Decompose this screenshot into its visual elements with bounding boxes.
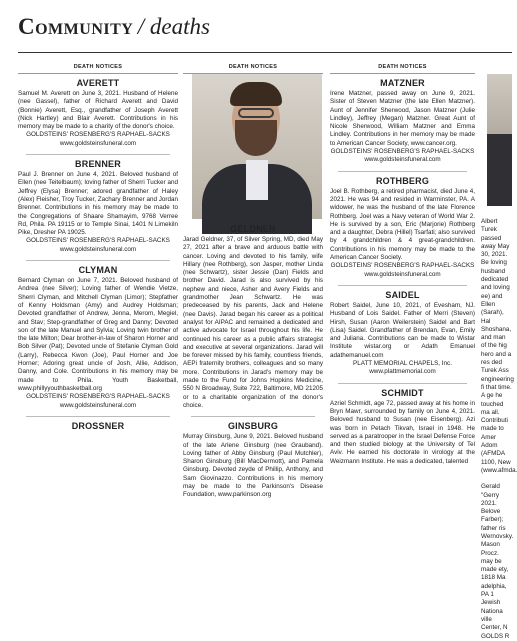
portrait-photo-geldner bbox=[192, 74, 322, 219]
obit-text-saidel: Robert Saidel, June 10, 2021, of Evesham, NJ. Husband of Lois Saidel. Father of Merri (Steven) Hirsh, Susan (Aaron Weilerstein) Saidel and Bart (Lisa) Saidel. Grandfather of Brendan, Evan, Emily and Juliana. Contributions can be made to Wistar Institute wistar.org or Adath Emanuel adathemanuel.com bbox=[330, 301, 475, 359]
section-subtitle: / deaths bbox=[137, 14, 210, 39]
funeral-home: GOLDSTEINS' ROSENBERG'S RAPHAEL-SACKS bbox=[330, 148, 475, 156]
divider bbox=[338, 171, 467, 172]
death-notices-label: DEATH NOTICES bbox=[330, 62, 475, 74]
obit-text-geldner: Jarad Geldner, 37, of Silver Spring, MD, died May 27, 2021 after a brave and arduous battle with cancer. Loving and devoted to his family, wife Hillary (nee Rothberg), son Jasper, mother Linda (nee Schwartz), sister Jessie (Dan) Fields and brother David. Jarad is also survived by his nephew and niece, Asher and Avery Fields and grandmother Jean Schwartz. He was predeceased by his parents, Jack and Helene (nee Davis). Jarad began his career as a political analyst for AIPAC and remained a dedicated and active advocate for Israel throughout his life. He continued his career as a public affairs strategist and executive at several organizations. Jarad will be forever missed by his family, countless friends, AEPi fraternity brothers, colleagues and so many more. Contributions in Jarad's memory may be made to the Fund for Johns Hopkins Medicine, 550 N Broadway, Suite 722, Baltimore, MD 21205 or to a charitable organization of the donor's choice. bbox=[183, 236, 323, 409]
funeral-home: GOLDSTEINS' ROSENBERG'S RAPHAEL-SACKS bbox=[330, 262, 475, 270]
obit-text-brenner: Paul J. Brenner on June 4, 2021. Beloved husband of Ellen (nee Teitelbaum); loving father of Sherri Tucker and Jeffrey (Elysa) Brenner; adored grandfather of Haley (Alex) Fleisher, Troy Tucker, Zachary Brenner and Jordan Brenner. Contributions in his memory may be made to the Congregations of Shaare Shamayim, 9768 Verree Rd, Phila. PA 19115 or to Temple Sinai, 1401 N Limekiln Pike, Dresher PA 19025. bbox=[18, 171, 178, 237]
section-title: Community bbox=[18, 14, 134, 39]
obit-name-ginsburg: GINSBURG bbox=[227, 421, 279, 432]
obit-text-matzner: Irene Matzner, passed away on June 9, 2021. Sister of Steven Matzner (the late Ellen Matzner). Aunt of Jennifer Sherwood, Jason Matzner (Julie Lindley), Jeffrey (Megan) Matzner. Great Aunt of Nicole Sherwood, William Matzner and Emma Lindley. Contributions in her memory may be made to American Cancer Society, www.cancer.org. bbox=[330, 90, 475, 147]
funeral-web[interactable]: www.goldsteinsfuneral.com bbox=[59, 245, 137, 253]
column-4 bbox=[481, 218, 517, 640]
photo-beard bbox=[235, 120, 277, 156]
obit-name-matzner: MATZNER bbox=[380, 78, 425, 88]
obit-text-schmidt: Azriel Schmidt, age 72, passed away at his home in Bryn Mawr, surrounded by family on June 4, 2021. Beloved husband to Susan (nee Eisenberg). Azi was born in Petach Tikvah, Israel in 1948. He served as a paratrooper in the Israel Defense Force and then studied biology at the University of Tel Aviv. He earned his doctorate in virology at the Weizmann Institute. He was a dedicated, talented bbox=[330, 399, 475, 465]
divider bbox=[338, 285, 467, 286]
obit-name-drossner: DROSSNER bbox=[71, 420, 125, 431]
obit-name-rothberg: ROTHBERG bbox=[375, 175, 430, 186]
header-rule bbox=[18, 52, 512, 53]
divider bbox=[338, 383, 467, 384]
obit-text-partial-2: Gerald "Gerry 2021. Belove Farber); father ris Wernovsky. Mason Procz. may be made ety, 1818 Ma adelphia, PA 1 Jewish Nationa ville Center, N GOLDS R bbox=[481, 483, 514, 640]
obit-name-saidel: SAIDEL bbox=[385, 289, 420, 300]
obit-name-averett: AVERETT bbox=[76, 78, 120, 88]
funeral-home: GOLDSTEINS' ROSENBERG'S RAPHAEL-SACKS bbox=[26, 237, 170, 245]
column-3 bbox=[330, 62, 475, 512]
funeral-home: GOLDSTEINS' ROSENBERG'S RAPHAEL-SACKS bbox=[26, 393, 170, 401]
funeral-web[interactable]: www.goldsteinsfuneral.com bbox=[364, 156, 441, 164]
photo-glasses bbox=[238, 108, 274, 118]
divider bbox=[26, 260, 170, 261]
obit-name-schmidt: SCHMIDT bbox=[381, 387, 424, 398]
death-notices-label: DEATH NOTICES bbox=[18, 62, 178, 74]
divider bbox=[26, 416, 170, 417]
funeral-home: GOLDSTEINS' ROSENBERG'S RAPHAEL-SACKS bbox=[26, 131, 170, 139]
photo-hair bbox=[230, 82, 282, 106]
divider bbox=[26, 154, 170, 155]
obit-text-rothberg: Joel B. Rothberg, a retired pharmacist, died June 4, 2021. He was 94 and resided in Warminster, PA. A widower, he was the husband of the late Florence Rothberg. Joel was a Navy veteran of World War 2. He is survived by a son, Eric (Marjorie) Rothberg and a daughter, Debra (Hillel) Tsarfati; also survived by 4 grandchildren & 4 great-grandchildren. Contributions in his memory may be made to the American Cancer Society. bbox=[330, 187, 475, 262]
column-2 bbox=[183, 62, 323, 74]
obit-text-averett: Samuel M. Averett on June 3, 2021. Husband of Helene (nee Gassel), father of Richard Averett and David (Bonnie) Averett, Esq., grandfather of Joseph Averett (Nick Hartley) and Blair Averett. Contributions in his memory may be made to a charity of the donor's choice. bbox=[18, 90, 178, 131]
funeral-home: PLATT MEMORIAL CHAPELS, Inc. bbox=[353, 360, 452, 368]
obit-name-geldner: GELDNER bbox=[230, 224, 276, 234]
obit-name-clyman: CLYMAN bbox=[78, 265, 118, 276]
portrait-photo-partial bbox=[487, 74, 512, 206]
photo-dark-suit bbox=[487, 134, 512, 206]
obit-name-brenner: BRENNER bbox=[75, 159, 121, 170]
column-2-body bbox=[183, 222, 323, 512]
funeral-web[interactable]: www.plattmemorial.com bbox=[369, 368, 436, 376]
death-notices-label: DEATH NOTICES bbox=[183, 62, 323, 74]
obit-text-partial-1: Albert Turek passed away May 30, 2021. Be loving husband dedicated and loving ee) and Ellen (Sarah), Hal Shoshana, and man of the hig hero and a res ded Turek Ass engineering fi that time. A ge he touched ma all. Contributi made to Amer Adom (AFMDA 1100, New (www.afmda. bbox=[481, 218, 517, 474]
section-header bbox=[18, 14, 512, 54]
funeral-web[interactable]: www.goldsteinsfuneral.com bbox=[59, 139, 137, 147]
funeral-web[interactable]: www.goldsteinsfuneral.com bbox=[364, 270, 441, 278]
divider bbox=[191, 416, 315, 417]
column-1 bbox=[18, 62, 178, 512]
obit-text-clyman: Bernard Clyman on June 7, 2021. Beloved husband of Andrea (nee Silver); Loving father of Wendie Vietze, Sherri Clyman, and Mitchell Clyman (Limor); Stepfather of Kenny Holdsman (Amy) and Audrey Holdsman; Devoted grandfather of Andrew, Jenna, Merom, Megiel, and Stav; Step-grandfather of Greg and Danny; Devoted son of the late Manuel and Sylvia; Loving twin brother of the late Milton; Dear brother-in-law of Sharon Horner and Bob Silver (Pat); Devoted uncle of Stefanie Clyman Gold (Larry), Rebecca Kwon (Joe), Paul Horner and Joe Horner; Adoring great uncle of Josh, Allie, Addison, Danny, and Cole. Contributions in his memory may be made to Phila. Youth Basketball, www.phillyyouthbasketball.org bbox=[18, 277, 178, 392]
funeral-web[interactable]: www.goldsteinsfuneral.com bbox=[59, 401, 137, 409]
photo-shirt bbox=[246, 160, 268, 200]
obit-text-ginsburg: Murray Ginsburg, June 9, 2021. Beloved husband of the late Arlene Ginsburg (nee Grauband). Loving father of Abby Ginsburg (Paul Mutchler), Sharon Ginsburg (Bill MacDermott), and Pamela Ginsburg. Devoted zeyde of Phillip, Anthony, and Sam Giovinazzo. Contributions in his memory may be made to the Parkinson's Disease Foundation, www.parkinson.org bbox=[183, 433, 323, 499]
